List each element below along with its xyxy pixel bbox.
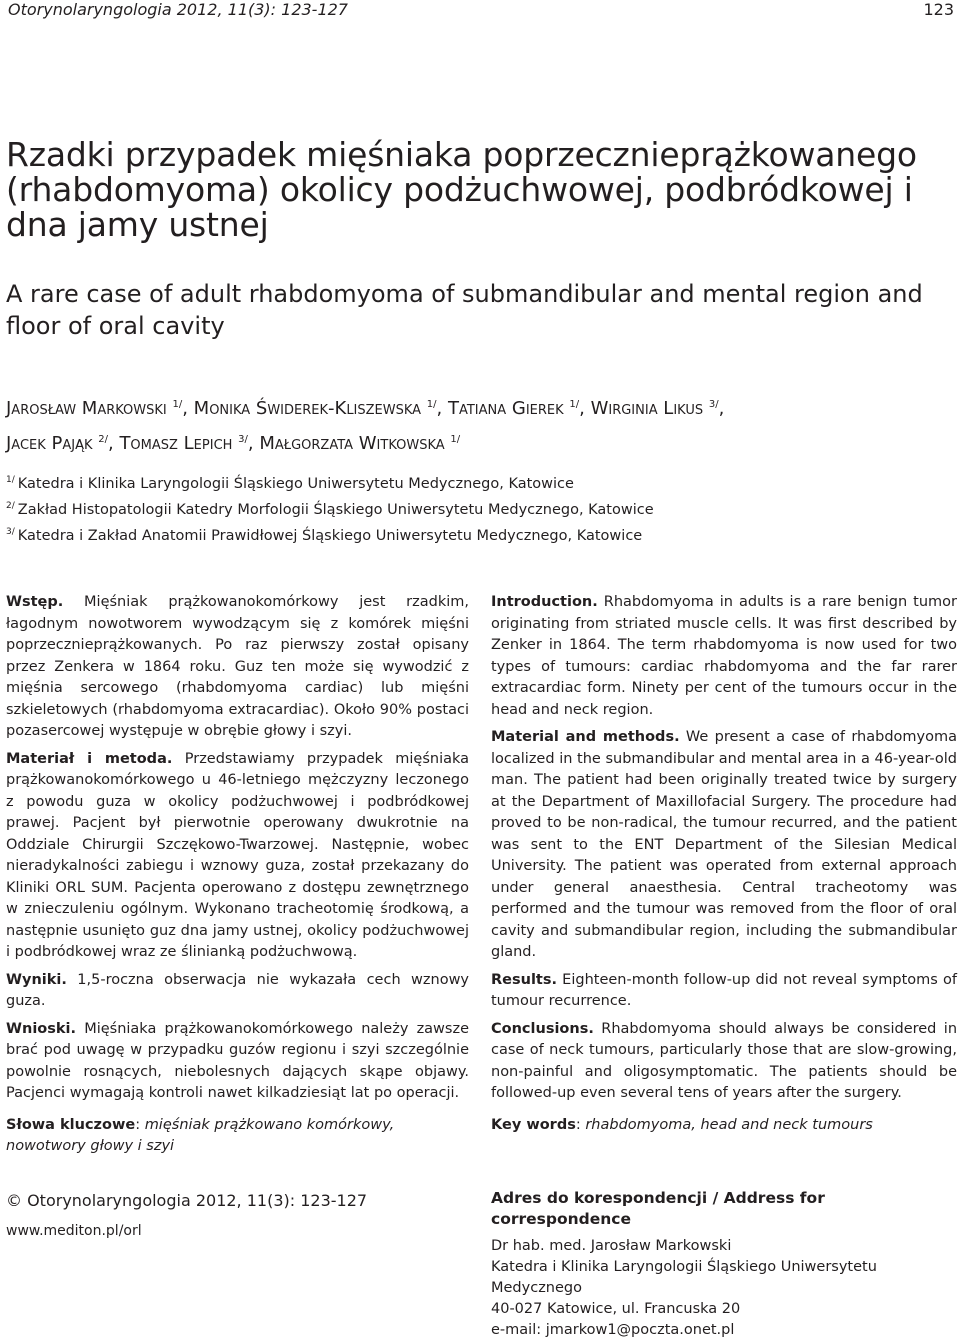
article-title-english: A rare case of adult rhabdomyoma of submandibular and mental region and floor of oral cavity	[6, 280, 923, 340]
abstract-section-conclusions: Conclusions. Rhabdomyoma should always be considered in case of neck tumours, particularly those that are slow-growing, non-painful and oligosymptomatic. The patients should be followed-up even several tens of years after the surgery.	[491, 1020, 958, 1101]
running-header	[0, 0, 960, 32]
correspondence-email[interactable]: e-mail: jmarkow1@poczta.onet.pl	[491, 1322, 735, 1338]
abstract-section-material: Materiał i metoda. Przedstawiamy przypadek mięśniaka prążkowanokomórkowego u 46-letniego mężczyzny leczonego z powodu guza w okolicy podżuchwowej i podbródkowej prawej. Pacjent był pierwotnie operowany dwukrotnie na Oddziale Chirurgii Szczękowo-Twarzowej. Następnie, wobec nieradykalności zabiegu i wznowy guza, został przekazany do Kliniki ORL SUM. Pacjenta operowano z dostępu zewnętrznego w znieczuleniu ogólnym. Wykonano tracheotomię środkową, a następnie usunięto guz dna jamy ustnej, okolicy podżuchwowej i podbródkowej wraz ze ślinianką podżuchwową.	[6, 750, 470, 960]
keywords-polish: Słowa kluczowe: mięśniak prążkowano komórkowy, nowotwory głowy i szyi	[6, 1116, 395, 1154]
author: Jarosław Markowski $^{1/}$,	[6, 398, 194, 419]
copyright-block	[6, 1188, 466, 1244]
affiliation: $^{1/}$ Katedra i Klinika Laryngologii Śląskiego Uniwersytetu Medycznego, Katowice	[6, 475, 574, 492]
journal-citation: Otorynolaryngologia 2012, 11(3): 123-127	[8, 0, 348, 19]
author: Wirginia Likus $^{3/}$,	[590, 398, 725, 419]
keywords-english: Key words: rhabdomyoma, head and neck tumours	[491, 1116, 873, 1133]
correspondence-heading: Adres do korespondencji / Address for correspondence	[491, 1189, 825, 1228]
author: Jacek Pająk $^{2/}$,	[6, 433, 120, 454]
abstract-section-wyniki: Wyniki. 1,5-roczna obserwacja nie wykazała cech wznowy guza.	[6, 971, 470, 1009]
abstract-english	[491, 592, 957, 1142]
correspondence-line: Katedra i Klinika Laryngologii Śląskiego Uniwersytetu Medycznego	[491, 1259, 877, 1296]
abstract-section-methods: Material and methods. We present a case of rhabdomyoma localized in the submandibular and mental area in a 46-year-old man. The patient had been originally treated twice by surgery at the Department of Maxillofacial Surgery. The procedure had proved to be non-radical, the tumour recurred, and the patient was sent to the ENT Department of the Silesian Medical University. The patient was operated from external approach under general anaesthesia. Central tracheotomy was performed and the tumour was removed from the floor of oral cavity and submandibular region, including the submandibular gland.	[491, 729, 957, 960]
page-number: 123	[923, 0, 954, 19]
abstract-section-results: Results. Eighteen-month follow-up did not reveal symptoms of tumour recurrence.	[491, 971, 957, 1009]
abstract-polish	[6, 592, 469, 1164]
affiliation: $^{2/}$ Zakład Histopatologii Katedry Morfologii Śląskiego Uniwersytetu Medycznego, Katowice	[6, 501, 654, 518]
author-list	[6, 389, 956, 459]
journal-url-link[interactable]: www.mediton.pl/orl	[6, 1223, 142, 1239]
author: Tatiana Gierek $^{1/}$,	[447, 398, 591, 419]
abstract-section-wstep: Wstęp. Mięśniak prążkowanokomórkowy jest rzadkim, łagodnym nowotworem wywodzącym się z komórek mięśni poprzecznieprążkowanych. Po raz pierwszy został opisany przez Zenkera w 1864 roku. Guz ten może się wywodzić z mięśnia sercowego (rhabdomyoma cardiac) lub mięśni szkieletowych (rhabdomyoma extracardiac). Około 90% postaci pozasercowej występuje w obrębie głowy i szyi.	[6, 594, 469, 739]
affiliation: $^{3/}$ Katedra i Zakład Anatomii Prawidłowej Śląskiego Uniwersytetu Medycznego, Katowice	[6, 527, 643, 544]
author: Monika Świderek-Kliszewska $^{1/}$,	[193, 398, 448, 419]
correspondence-line: Dr hab. med. Jarosław Markowski	[491, 1238, 732, 1254]
correspondence-line: 40-027 Katowice, ul. Francuska 20	[491, 1301, 741, 1317]
abstract-section-wnioski: Wnioski. Mięśniaka prążkowanokomórkowego należy zawsze brać pod uwagę w przypadku guzów regionu i szyi szczególnie powolnie rosnących, niebolesnych dających skąpe objawy. Pacjenci wymagają kontroli nawet kilkadziesiąt lat po operacji.	[6, 1020, 470, 1101]
affiliation-list	[6, 469, 956, 547]
author: Małgorzata Witkowska $^{1/}$	[259, 433, 461, 454]
author: Tomasz Lepich $^{3/}$,	[119, 433, 260, 454]
article-title-polish: Rzadki przypadek mięśniaka poprzecznieprążkowanego (rhabdomyoma) okolicy podżuchwowej, podbródkowej i dna jamy ustnej	[6, 135, 917, 244]
copyright-line: © Otorynolaryngologia 2012, 11(3): 123-127	[6, 1191, 368, 1210]
correspondence-block	[491, 1188, 957, 1341]
abstract-section-introduction: Introduction. Rhabdomyoma in adults is a rare benign tumor originating from striated muscle cells. It was first described by Zenker in 1864. The term rhabdomyoma is now used for two types of tumours: cardiac rhabdomyoma and the far rarer extracardiac form. Ninety per cent of the tumours occur in the head and neck region.	[491, 594, 957, 718]
